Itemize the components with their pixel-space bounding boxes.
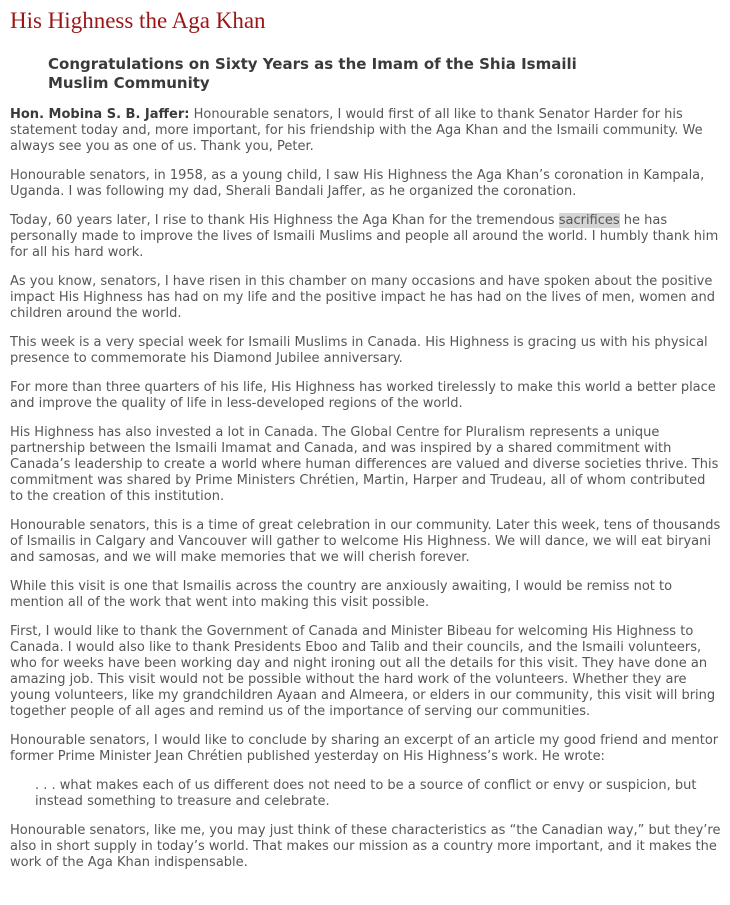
search-highlighted-text: sacrifices [558, 213, 620, 229]
paragraph: For more than three quarters of his life, His Highness has worked tirelessly to make this world a better place and improve the quality of life in less-developed regions of the world. [10, 380, 716, 412]
paragraph: This week is a very special week for Ismaili Muslims in Canada. His Highness is gracing us with his physical presence to commemorate his Diamond Jubilee anniversary. [10, 335, 708, 367]
speaker-name: Hon. Mobina S. B. Jaffer: [10, 107, 190, 123]
paragraph-text: Honourable senators, I would first of all like to thank Senator Harder for his statement today and, more important, for his friendship with the Aga Khan and the Ismaili community. We always see you as one of us. Thank you, Peter. [10, 107, 703, 155]
paragraph: Honourable senators, I would like to conclude by sharing an excerpt of an article my good friend and mentor former Prime Minister Jean Chrétien published yesterday on His Highness’s work. He wrote: [10, 733, 719, 765]
paragraph: As you know, senators, I have risen in this chamber on many occasions and have spoken about the positive impact His Highness has had on my life and the positive impact he has had on the lives of men, women and children around the world. [10, 274, 716, 322]
paragraph: Honourable senators, in 1958, as a young child, I saw His Highness the Aga Khan’s coronation in Kampala, Uganda. I was following my dad, Sherali Bandali Jaffer, as he organized the coronation. [10, 168, 705, 200]
paragraph-text: he has personally made to improve the lives of Ismaili Muslims and people all around the world. I humbly thank him for all his hard work. [10, 213, 719, 261]
paragraph-closing: Honourable senators, like me, you may just think of these characteristics as “the Canadian way,” but they’re also in short supply in today’s world. That makes our mission as a country more important, and it makes the work of the Aga Khan indispensable. [10, 823, 721, 871]
statement-subtitle: Congratulations on Sixty Years as the Imam of the Shia Ismaili Muslim Community [48, 55, 577, 93]
quoted-excerpt: . . . what makes each of us different does not need to be a source of conflict or envy or suspicion, but instead something to treasure and celebrate. [35, 778, 697, 810]
paragraph: His Highness has also invested a lot in Canada. The Global Centre for Pluralism represents a unique partnership between the Ismaili Imamat and Canada, and was inspired by a shared commitment with Canada’s leadership to create a world where human differences are valued and diverse societies thrive. This commitment was shared by Prime Ministers Chrétien, Martin, Harper and Trudeau, all of whom contributed to the creation of this institution. [10, 425, 719, 505]
paragraph: While this visit is one that Ismailis across the country are anxiously awaiting, I would be remiss not to mention all of the work that went into making this visit possible. [10, 579, 673, 611]
paragraph: Honourable senators, this is a time of great celebration in our community. Later this week, tens of thousands of Ismailis in Calgary and Vancouver will gather to welcome His Highness. We will dance, we will eat biryani and samosas, and we will make memories that we will cherish forever. [10, 518, 721, 566]
page-title: His Highness the Aga Khan [10, 8, 266, 33]
paragraph-with-highlight [10, 213, 722, 261]
paragraph: First, I would like to thank the Government of Canada and Minister Bibeau for welcoming His Highness to Canada. I would also like to thank Presidents Eboo and Talib and their councils, and the Ismaili volunteers, who for weeks have been working day and night ironing out all the details for this visit. They have done an amazing job. This visit would not be possible without the hard work of the volunteers. Whether they are young volunteers, like my grandchildren Ayaan and Almeera, or elders in our community, this visit will bring together people of all ages and remind us of the importance of serving our communities. [10, 624, 716, 720]
paragraph-text: Today, 60 years later, I rise to thank His Highness the Aga Khan for the tremendous [10, 213, 559, 229]
paragraph-speaker [10, 107, 722, 155]
